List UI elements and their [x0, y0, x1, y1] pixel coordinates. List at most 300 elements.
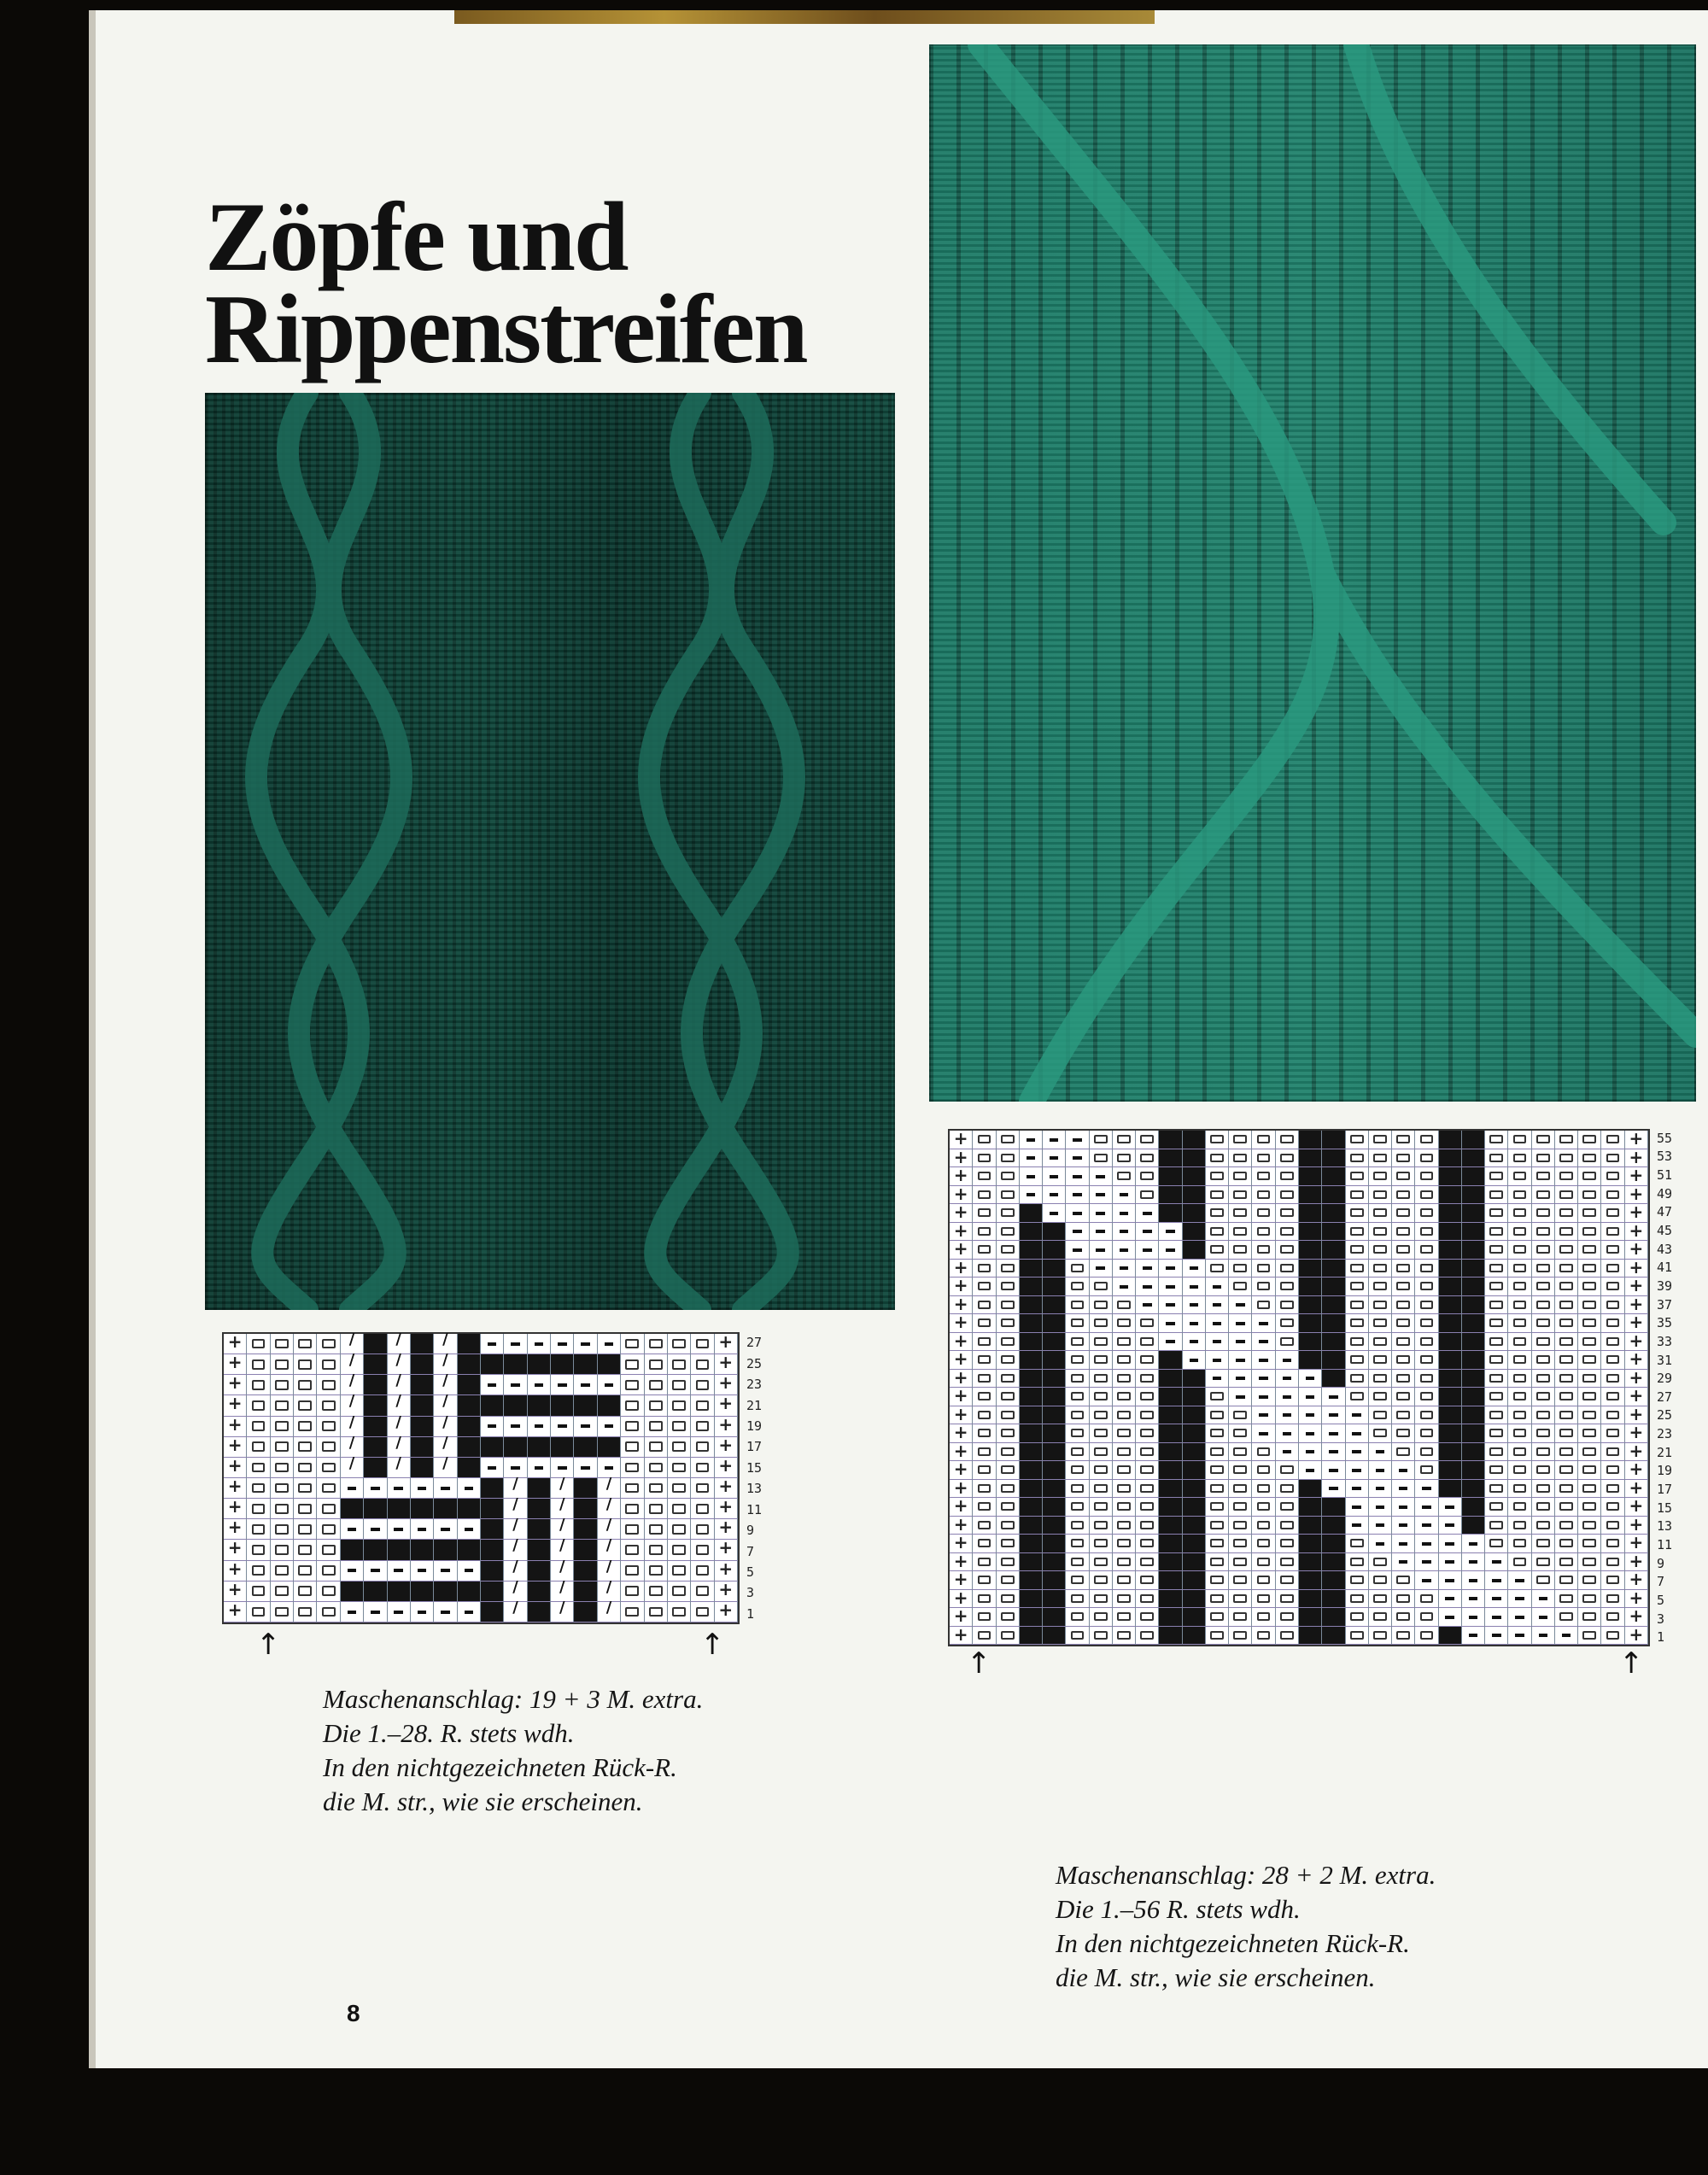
chart-cell	[1229, 1608, 1252, 1627]
chart-cell	[1252, 1131, 1275, 1149]
chart-cell	[1508, 1590, 1531, 1609]
chart-cell	[481, 1561, 504, 1582]
chart-cell	[1252, 1480, 1275, 1499]
chart-cell	[1485, 1278, 1508, 1296]
row-number: 5	[746, 1564, 755, 1580]
chart-cell	[574, 1395, 597, 1416]
chart-cell	[1252, 1260, 1275, 1278]
chart-cell	[1276, 1517, 1299, 1535]
chart-cell	[1090, 1260, 1113, 1278]
chart-cell	[1555, 1498, 1578, 1517]
chart-cell	[1532, 1627, 1555, 1646]
chart-cell	[1485, 1498, 1508, 1517]
chart-cell	[1601, 1590, 1624, 1609]
chart-cell	[1206, 1204, 1229, 1223]
chart-cell	[1206, 1553, 1229, 1572]
chart-cell	[364, 1437, 387, 1458]
chart-cell	[1252, 1571, 1275, 1590]
chart-cell	[1578, 1388, 1601, 1406]
chart-cell	[1555, 1260, 1578, 1278]
chart-cell	[1136, 1186, 1159, 1205]
chart-cell	[1392, 1370, 1415, 1389]
chart-cell	[1229, 1223, 1252, 1242]
row-number: 33	[1657, 1333, 1673, 1349]
chart-cell	[1578, 1296, 1601, 1315]
chart-cell	[1066, 1388, 1089, 1406]
chart-cell	[1183, 1461, 1206, 1480]
chart-cell	[1183, 1498, 1206, 1517]
chart-cell	[1183, 1517, 1206, 1535]
row-number: 23	[746, 1377, 763, 1393]
chart-cell	[1206, 1223, 1229, 1242]
chart-cell	[1392, 1333, 1415, 1352]
chart-cell	[1555, 1370, 1578, 1389]
chart-cell	[1206, 1351, 1229, 1370]
chart-cell	[1322, 1296, 1345, 1315]
chart-cell	[1183, 1314, 1206, 1333]
chart-cell	[1252, 1461, 1275, 1480]
chart-cell	[1136, 1333, 1159, 1352]
row-number: 53	[1657, 1149, 1673, 1165]
chart-cell	[1508, 1314, 1531, 1333]
chart-cell	[458, 1602, 481, 1622]
chart-cell	[1276, 1461, 1299, 1480]
row-number: 1	[746, 1605, 755, 1622]
chart-cell	[1532, 1149, 1555, 1168]
chart-cell	[364, 1519, 387, 1540]
chart-cell	[1578, 1443, 1601, 1462]
chart-cell	[1252, 1333, 1275, 1352]
chart-cell	[411, 1375, 434, 1395]
chart-cell	[1601, 1535, 1624, 1553]
chart-cell	[1159, 1278, 1182, 1296]
chart-cell	[1346, 1480, 1369, 1499]
chart-cell	[1508, 1461, 1531, 1480]
chart-cell	[528, 1519, 551, 1540]
chart-cell	[1066, 1461, 1089, 1480]
chart-cell	[1439, 1424, 1462, 1443]
chart-cell	[621, 1395, 644, 1416]
chart-cell	[997, 1517, 1020, 1535]
chart-cell	[621, 1602, 644, 1622]
chart-cell	[1508, 1186, 1531, 1205]
chart-cell	[1252, 1388, 1275, 1406]
chart-cell	[528, 1417, 551, 1437]
chart-cell	[621, 1375, 644, 1395]
chart-cell	[1043, 1535, 1066, 1553]
chart-cell	[434, 1540, 457, 1560]
chart-cell	[364, 1602, 387, 1622]
chart-cell	[1346, 1149, 1369, 1168]
chart-cell	[1020, 1260, 1043, 1278]
chart-cell	[1322, 1186, 1345, 1205]
chart-cell	[364, 1354, 387, 1375]
chart-cell	[973, 1278, 996, 1296]
chart-cell	[1206, 1406, 1229, 1425]
chart-cell	[247, 1602, 270, 1622]
row-number: 13	[746, 1481, 763, 1497]
chart-cell	[1020, 1370, 1043, 1389]
chart-cell	[1299, 1296, 1322, 1315]
chart-cell	[388, 1519, 411, 1540]
chart-cell	[1462, 1149, 1485, 1168]
chart-cell	[434, 1519, 457, 1540]
chart-cell	[458, 1519, 481, 1540]
chart-cell	[715, 1602, 738, 1622]
chart-cell	[1159, 1480, 1182, 1499]
chart-cell	[1601, 1627, 1624, 1646]
chart-cell	[551, 1417, 574, 1437]
chart-cell	[1183, 1131, 1206, 1149]
chart-cell	[973, 1608, 996, 1627]
chart-cell	[1066, 1517, 1089, 1535]
chart-cell	[1439, 1278, 1462, 1296]
chart-cell	[1183, 1296, 1206, 1315]
row-number: 47	[1657, 1204, 1673, 1220]
chart-cell	[598, 1437, 621, 1458]
chart-cell	[1229, 1535, 1252, 1553]
chart-cell	[481, 1478, 504, 1499]
chart-cell	[997, 1186, 1020, 1205]
chart-cell	[247, 1561, 270, 1582]
chart-cell	[481, 1582, 504, 1602]
chart-cell	[1346, 1241, 1369, 1260]
chart-cell	[364, 1478, 387, 1499]
chart-cell	[1159, 1351, 1182, 1370]
chart-cell	[1322, 1480, 1345, 1499]
chart-cell	[1578, 1571, 1601, 1590]
chart-cell	[973, 1443, 996, 1462]
chart-cell	[973, 1314, 996, 1333]
chart-cell	[528, 1602, 551, 1622]
chart-cell	[1578, 1351, 1601, 1370]
chart-cell	[1485, 1424, 1508, 1443]
chart-cell	[1485, 1204, 1508, 1223]
row-number: 17	[746, 1439, 763, 1455]
chart-cell	[1020, 1388, 1043, 1406]
chart-cell	[1485, 1406, 1508, 1425]
chart-cell	[1066, 1131, 1089, 1149]
chart-cell	[1066, 1443, 1089, 1462]
chart-cell	[1252, 1314, 1275, 1333]
chart-cell	[1206, 1498, 1229, 1517]
chart-cell	[1625, 1627, 1648, 1646]
chart-cell	[1532, 1553, 1555, 1572]
chart-cell	[1229, 1406, 1252, 1425]
chart-cell	[1276, 1608, 1299, 1627]
chart-cell	[1090, 1131, 1113, 1149]
chart-cell	[271, 1334, 294, 1354]
chart-cell	[364, 1582, 387, 1602]
chart-cell	[1369, 1260, 1392, 1278]
chart-cell	[1346, 1131, 1369, 1149]
chart-cell	[1322, 1590, 1345, 1609]
chart-cell	[668, 1395, 691, 1416]
chart-cell	[1462, 1204, 1485, 1223]
chart-cell	[1415, 1608, 1438, 1627]
chart-cell	[1183, 1333, 1206, 1352]
chart-cell	[1136, 1351, 1159, 1370]
chart-cell	[1159, 1590, 1182, 1609]
chart-cell	[1601, 1314, 1624, 1333]
chart-cell	[1043, 1186, 1066, 1205]
chart-cell	[1439, 1149, 1462, 1168]
chart-cell	[1415, 1480, 1438, 1499]
row-number: 45	[1657, 1223, 1673, 1239]
chart-cell	[973, 1149, 996, 1168]
chart-cell	[997, 1333, 1020, 1352]
chart-cell	[598, 1395, 621, 1416]
chart-cell	[1462, 1186, 1485, 1205]
caption-left-line-1: Maschenanschlag: 19 + 3 M. extra.	[323, 1684, 704, 1714]
row-number: 19	[746, 1418, 763, 1434]
chart-cell	[1136, 1314, 1159, 1333]
chart-cell	[1439, 1461, 1462, 1480]
chart-cell	[1439, 1406, 1462, 1425]
chart-cell	[1601, 1333, 1624, 1352]
chart-cell	[1252, 1278, 1275, 1296]
chart-cell	[973, 1406, 996, 1425]
chart-cell	[1369, 1571, 1392, 1590]
chart-cell	[1369, 1186, 1392, 1205]
chart-cell	[341, 1458, 364, 1478]
chart-cell	[1485, 1167, 1508, 1186]
row-number: 7	[1657, 1574, 1665, 1590]
chart-cell	[1159, 1608, 1182, 1627]
chart-cell	[1252, 1296, 1275, 1315]
caption-left-line-4: die M. str., wie sie erscheinen.	[323, 1786, 643, 1816]
chart-cell	[1090, 1186, 1113, 1205]
row-number: 25	[746, 1355, 763, 1371]
row-number: 9	[1657, 1555, 1665, 1571]
chart-cell	[1578, 1461, 1601, 1480]
chart-cell	[1252, 1223, 1275, 1242]
chart-cell	[1159, 1461, 1182, 1480]
chart-cell	[997, 1571, 1020, 1590]
chart-cell	[1485, 1461, 1508, 1480]
chart-cell	[1276, 1553, 1299, 1572]
chart-cell	[1159, 1517, 1182, 1535]
chart-cell	[574, 1478, 597, 1499]
chart-cell	[1439, 1370, 1462, 1389]
chart-cell	[388, 1540, 411, 1560]
chart-cell	[1090, 1333, 1113, 1352]
chart-cell	[1555, 1278, 1578, 1296]
chart-cell	[621, 1417, 644, 1437]
chart-cell	[1415, 1167, 1438, 1186]
chart-cell	[1159, 1260, 1182, 1278]
chart-cell	[528, 1540, 551, 1560]
chart-cell	[1439, 1443, 1462, 1462]
chart-cell	[1415, 1296, 1438, 1315]
chart-cell	[1090, 1167, 1113, 1186]
chart-cell	[1369, 1296, 1392, 1315]
chart-cell	[1043, 1627, 1066, 1646]
chart-cell	[1462, 1517, 1485, 1535]
chart-cell	[1043, 1517, 1066, 1535]
chart-cell	[1485, 1443, 1508, 1462]
chart-cell	[1159, 1314, 1182, 1333]
chart-cell	[1439, 1223, 1462, 1242]
chart-cell	[997, 1461, 1020, 1480]
chart-cell	[1555, 1296, 1578, 1315]
chart-cell	[364, 1417, 387, 1437]
chart-cell	[294, 1334, 317, 1354]
row-number: 41	[1657, 1260, 1673, 1276]
chart-cell	[574, 1602, 597, 1622]
chart-cell	[997, 1424, 1020, 1443]
row-number: 21	[746, 1397, 763, 1413]
chart-cell	[1299, 1333, 1322, 1352]
chart-cell	[1299, 1149, 1322, 1168]
chart-cell	[1555, 1131, 1578, 1149]
chart-cell	[668, 1437, 691, 1458]
chart-cell	[1439, 1498, 1462, 1517]
chart-cell	[458, 1354, 481, 1375]
chart-cell	[1392, 1627, 1415, 1646]
chart-cell	[997, 1296, 1020, 1315]
chart-cell	[1299, 1424, 1322, 1443]
chart-cell	[1299, 1314, 1322, 1333]
chart-cell	[551, 1354, 574, 1375]
chart-cell	[1136, 1131, 1159, 1149]
chart-cell	[1276, 1406, 1299, 1425]
chart-cell	[1206, 1260, 1229, 1278]
chart-cell	[1508, 1553, 1531, 1572]
chart-cell	[1462, 1535, 1485, 1553]
title-line-2: Rippenstreifen	[205, 275, 807, 384]
chart-cell	[1020, 1278, 1043, 1296]
chart-cell	[1020, 1149, 1043, 1168]
chart-cell	[1136, 1204, 1159, 1223]
chart-cell	[411, 1395, 434, 1416]
chart-cell	[1090, 1571, 1113, 1590]
row-number: 43	[1657, 1241, 1673, 1257]
chart-cell	[1020, 1498, 1043, 1517]
chart-cell	[973, 1333, 996, 1352]
chart-cell	[1136, 1553, 1159, 1572]
chart-cell	[1229, 1204, 1252, 1223]
chart-cell	[1090, 1627, 1113, 1646]
chart-cell	[271, 1458, 294, 1478]
chart-cell	[1392, 1204, 1415, 1223]
chart-cell	[1183, 1149, 1206, 1168]
chart-cell	[1485, 1627, 1508, 1646]
chart-cell	[1439, 1590, 1462, 1609]
chart-cell	[341, 1519, 364, 1540]
chart-cell	[1020, 1186, 1043, 1205]
chart-cell	[1462, 1590, 1485, 1609]
chart-cell	[1159, 1167, 1182, 1186]
chart-cell	[1532, 1351, 1555, 1370]
chart-cell	[1066, 1149, 1089, 1168]
chart-cell	[973, 1535, 996, 1553]
chart-cell	[1462, 1370, 1485, 1389]
row-number: 37	[1657, 1296, 1673, 1313]
chart-cell	[1276, 1260, 1299, 1278]
chart-cell	[1252, 1149, 1275, 1168]
chart-cell	[1229, 1241, 1252, 1260]
chart-cell	[1322, 1517, 1345, 1535]
chart-cell	[1136, 1223, 1159, 1242]
chart-cell	[1066, 1351, 1089, 1370]
chart-cell	[1601, 1241, 1624, 1260]
chart-cell	[1508, 1571, 1531, 1590]
chart-cell	[973, 1167, 996, 1186]
chart-cell	[1369, 1333, 1392, 1352]
chart-cell	[1276, 1223, 1299, 1242]
chart-cell	[997, 1553, 1020, 1572]
chart-cell	[973, 1553, 996, 1572]
chart-cell	[1346, 1296, 1369, 1315]
chart-cell	[1090, 1461, 1113, 1480]
chart-cell	[1090, 1480, 1113, 1499]
chart-cell	[1508, 1535, 1531, 1553]
chart-cell	[1252, 1351, 1275, 1370]
chart-cell	[1346, 1608, 1369, 1627]
chart-cell	[1439, 1553, 1462, 1572]
chart-cell	[317, 1499, 340, 1519]
chart-cell	[434, 1561, 457, 1582]
chart-cell	[1136, 1149, 1159, 1168]
chart-cell	[1299, 1480, 1322, 1499]
chart-cell	[1090, 1351, 1113, 1370]
chart-cell	[1229, 1296, 1252, 1315]
page-number: 8	[347, 2000, 360, 2026]
chart-cell	[1508, 1480, 1531, 1499]
chart-cell	[1508, 1131, 1531, 1149]
chart-cell	[364, 1540, 387, 1560]
chart-cell	[317, 1334, 340, 1354]
chart-cell	[1508, 1333, 1531, 1352]
chart-cell	[1206, 1388, 1229, 1406]
chart-cell	[364, 1334, 387, 1354]
chart-cell	[1369, 1314, 1392, 1333]
chart-cell	[364, 1375, 387, 1395]
chart-cell	[1229, 1186, 1252, 1205]
chart-cell	[1462, 1241, 1485, 1260]
chart-cell	[294, 1417, 317, 1437]
chart-cell	[1392, 1296, 1415, 1315]
chart-cell	[1136, 1260, 1159, 1278]
chart-cell	[458, 1375, 481, 1395]
chart-cell	[1601, 1388, 1624, 1406]
chart-cell	[1113, 1296, 1136, 1315]
chart-cell	[1043, 1443, 1066, 1462]
chart-cell	[1369, 1278, 1392, 1296]
chart-cell	[528, 1354, 551, 1375]
chart-cell	[1299, 1627, 1322, 1646]
chart-cell	[1066, 1424, 1089, 1443]
chart-cell	[1252, 1370, 1275, 1389]
chart-cell	[1369, 1424, 1392, 1443]
chart-cell	[1485, 1370, 1508, 1389]
row-number: 13	[1657, 1518, 1673, 1535]
chart-cell	[1159, 1370, 1182, 1389]
chart-cell	[574, 1519, 597, 1540]
chart-cell	[1066, 1314, 1089, 1333]
chart-cell	[1183, 1351, 1206, 1370]
chart-cell	[317, 1354, 340, 1375]
chart-cell	[1392, 1260, 1415, 1278]
chart-cell	[528, 1478, 551, 1499]
chart-cell	[1439, 1517, 1462, 1535]
chart-cell	[364, 1499, 387, 1519]
chart-cell	[1462, 1571, 1485, 1590]
chart-cell	[1415, 1149, 1438, 1168]
chart-cell	[1485, 1351, 1508, 1370]
chart-cell	[1578, 1424, 1601, 1443]
